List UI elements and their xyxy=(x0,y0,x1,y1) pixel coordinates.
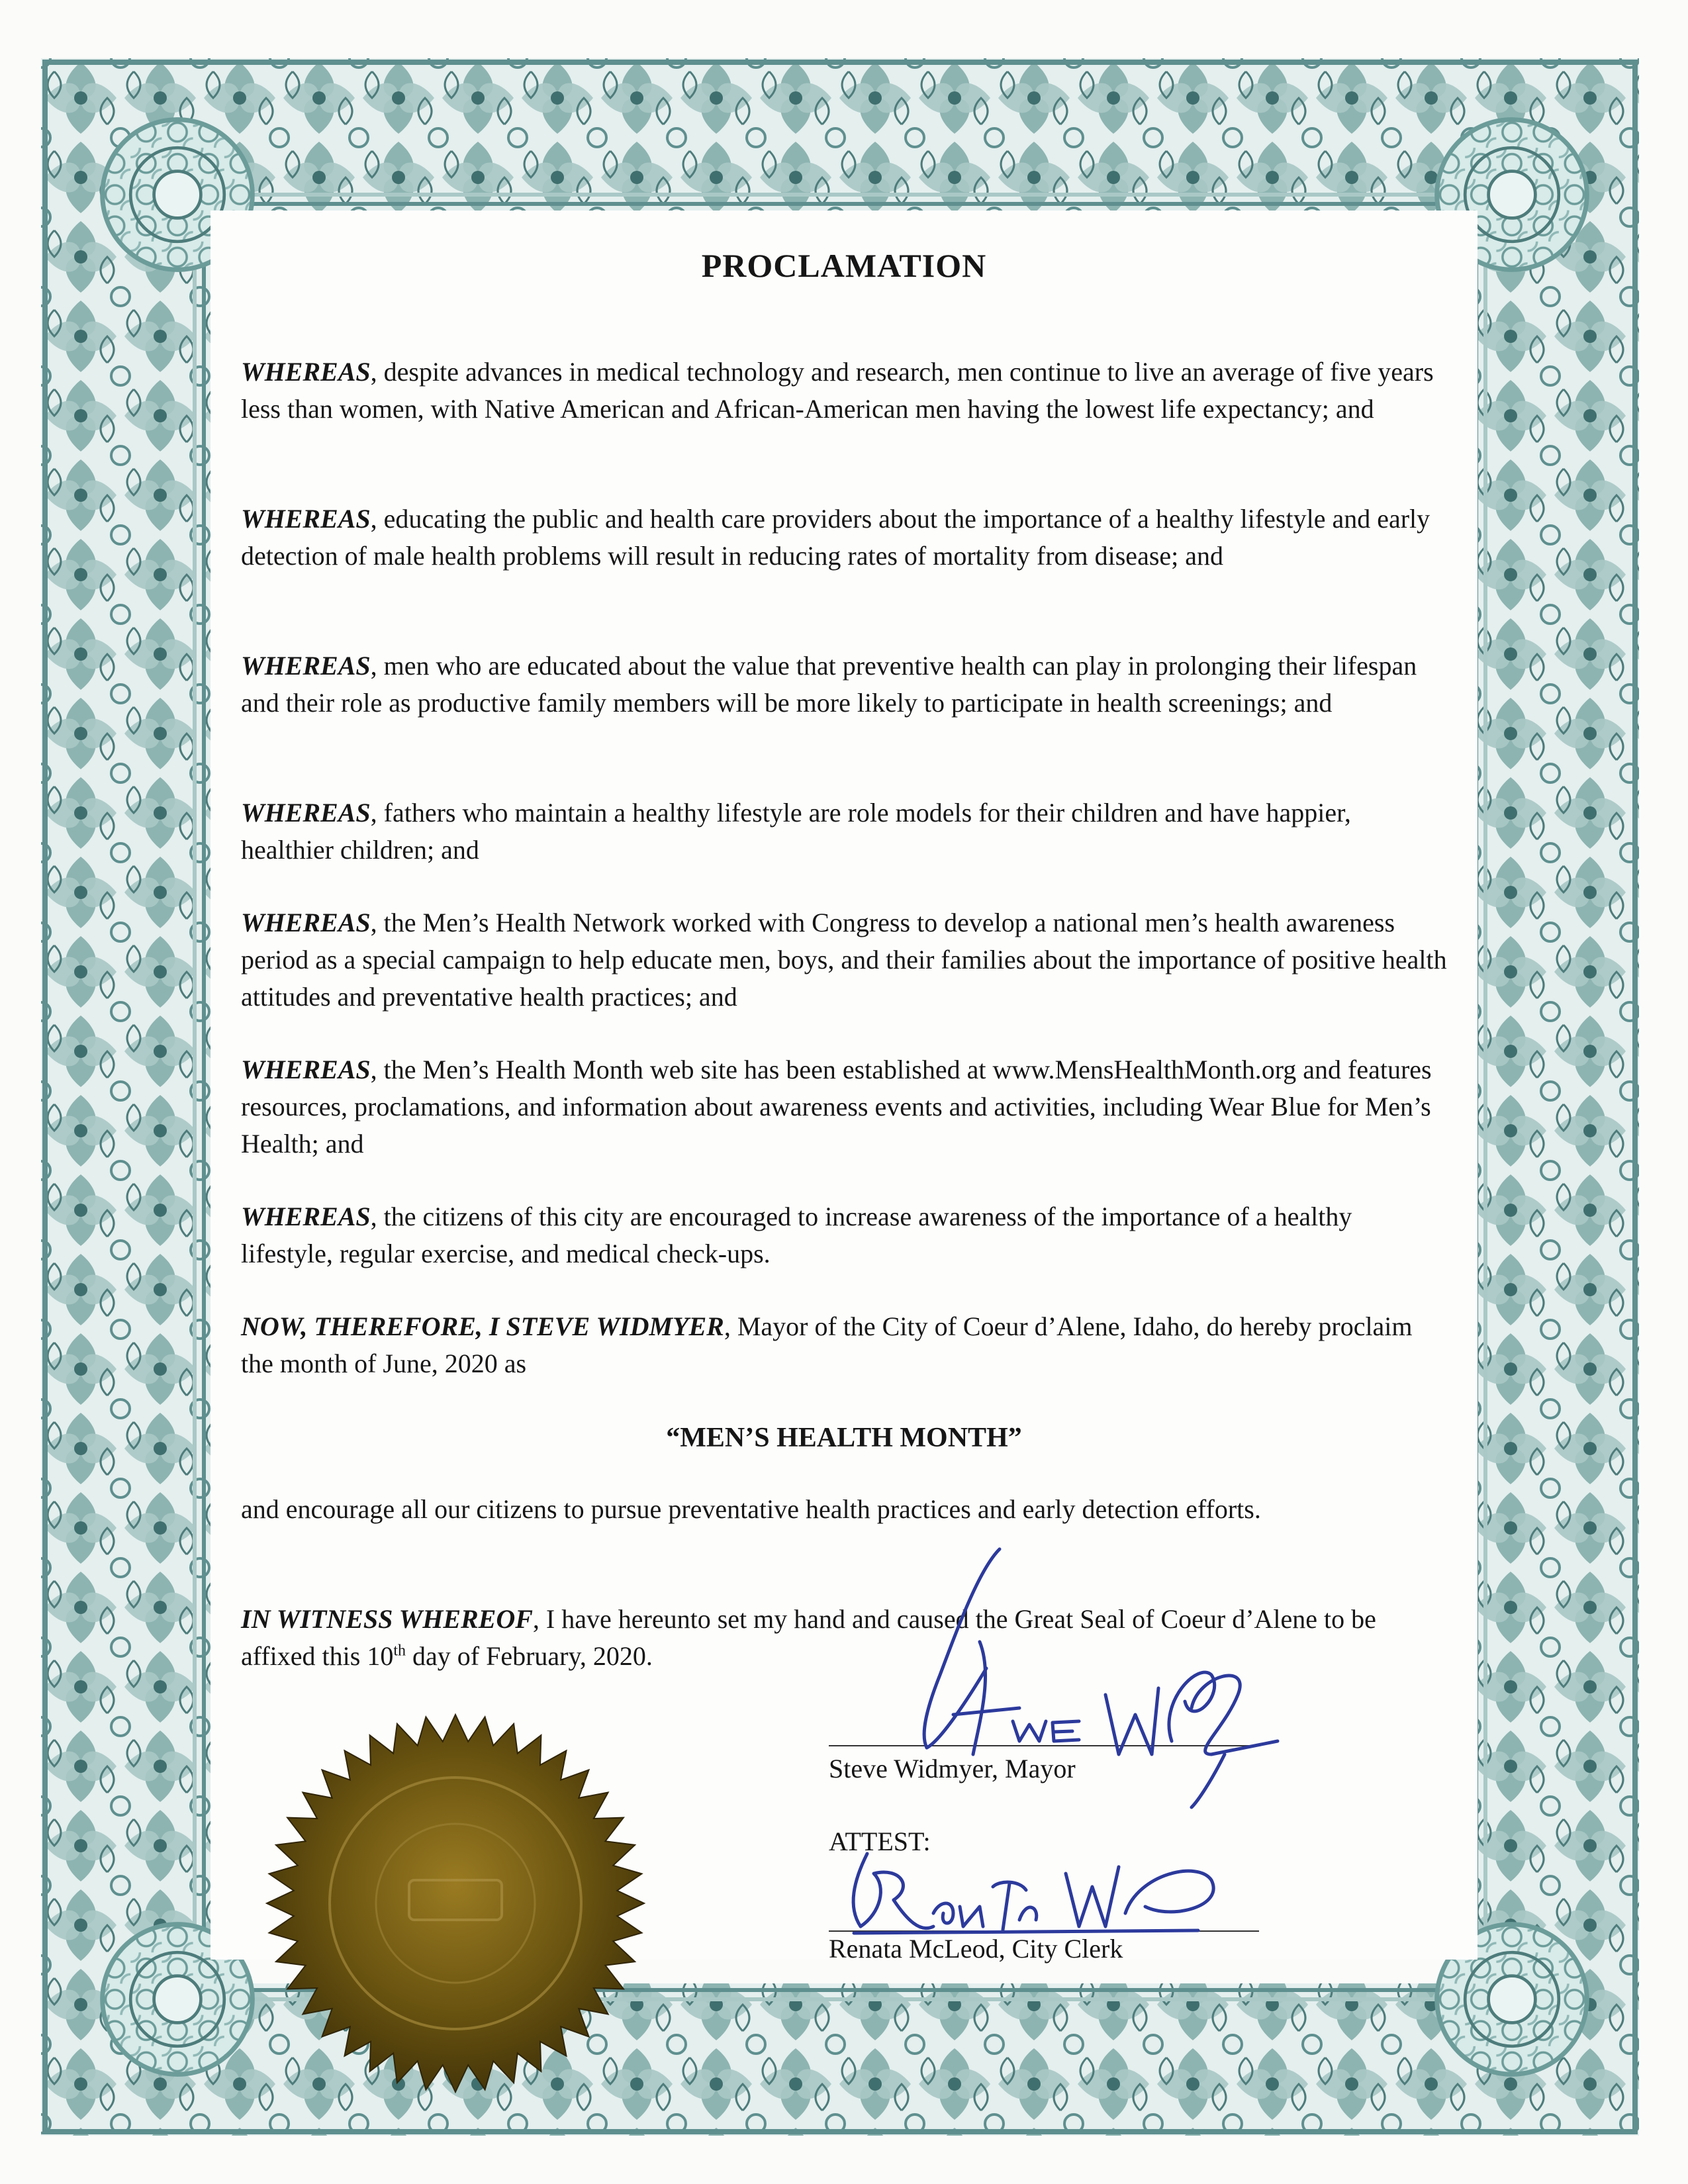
whereas-clause-4 xyxy=(241,794,1447,869)
whereas-text: , the citizens of this city are encouraged to increase awareness of the importance of a healthy lifestyle, regular exercise, and medical check-ups. xyxy=(241,1202,1352,1268)
whereas-lead: WHEREAS xyxy=(241,908,371,937)
clerk-name-label: Renata McLeod, City Clerk xyxy=(829,1934,1123,1964)
witness-lead: IN WITNESS WHEREOF xyxy=(241,1604,533,1634)
whereas-lead: WHEREAS xyxy=(241,504,371,534)
document-title: PROCLAMATION xyxy=(701,247,987,284)
proclaimed-month-heading: “MEN’S HEALTH MONTH” xyxy=(666,1423,1022,1453)
whereas-lead: WHEREAS xyxy=(241,1055,371,1084)
whereas-text: , fathers who maintain a healthy lifestyle are role models for their children and have happier, healthier children; and xyxy=(241,798,1351,865)
therefore-lead: NOW, THEREFORE, I STEVE WIDMYER xyxy=(241,1311,724,1341)
attest-label: ATTEST: xyxy=(829,1827,931,1856)
therefore-clause xyxy=(241,1308,1447,1382)
whereas-text: , the Men’s Health Network worked with Congress to develop a national men’s health awareness period as a special campaign to help educate men, boys, and their families about the importance of positive health attitudes and preventative health practices; and xyxy=(241,908,1447,1012)
whereas-lead: WHEREAS xyxy=(241,357,371,387)
witness-date-text: day of February, 2020. xyxy=(406,1641,653,1671)
whereas-clause-5 xyxy=(241,904,1447,1016)
whereas-clause-6 xyxy=(241,1051,1447,1163)
therefore-text: , Mayor of the City of Coeur d’Alene, Idaho, do hereby proclaim the month of June, 2020 as xyxy=(241,1311,1413,1378)
whereas-lead: WHEREAS xyxy=(241,1202,371,1231)
whereas-clause-3 xyxy=(241,647,1447,722)
whereas-text: , men who are educated about the value that preventive health can play in prolonging their lifespan and their role as productive family members will be more likely to participate in health screenings; and xyxy=(241,651,1417,718)
whereas-text: , the Men’s Health Month web site has been established at www.MensHealthMonth.org and features resources, proclamations, and information about awareness events and activities, including Wear Blue for Men’s Health; and xyxy=(241,1055,1432,1159)
whereas-clause-7 xyxy=(241,1198,1447,1272)
whereas-lead: WHEREAS xyxy=(241,651,371,681)
witness-text: , I have hereunto set my hand and caused the Great Seal of Coeur d’Alene to be affixed this 10 xyxy=(241,1604,1376,1671)
clerk-signature xyxy=(827,1834,1238,1953)
day-ordinal: th xyxy=(393,1642,406,1660)
whereas-lead: WHEREAS xyxy=(241,798,371,828)
whereas-text: , despite advances in medical technology and research, men continue to live an average of five years less than women, with Native American and African-American men having the lowest life expectancy; and xyxy=(241,357,1434,424)
whereas-clause-1 xyxy=(241,354,1447,428)
gold-foil-seal xyxy=(263,1711,647,2095)
whereas-text: , educating the public and health care providers about the importance of a healthy lifestyle and early detection of male health problems will result in reducing rates of mortality from disease; and xyxy=(241,504,1430,571)
mayor-signature xyxy=(880,1543,1304,1814)
whereas-clause-2 xyxy=(241,500,1447,575)
encourage-clause: and encourage all our citizens to pursue preventative health practices and early detection efforts. xyxy=(241,1494,1261,1524)
mayor-name-label: Steve Widmyer, Mayor xyxy=(829,1754,1076,1783)
